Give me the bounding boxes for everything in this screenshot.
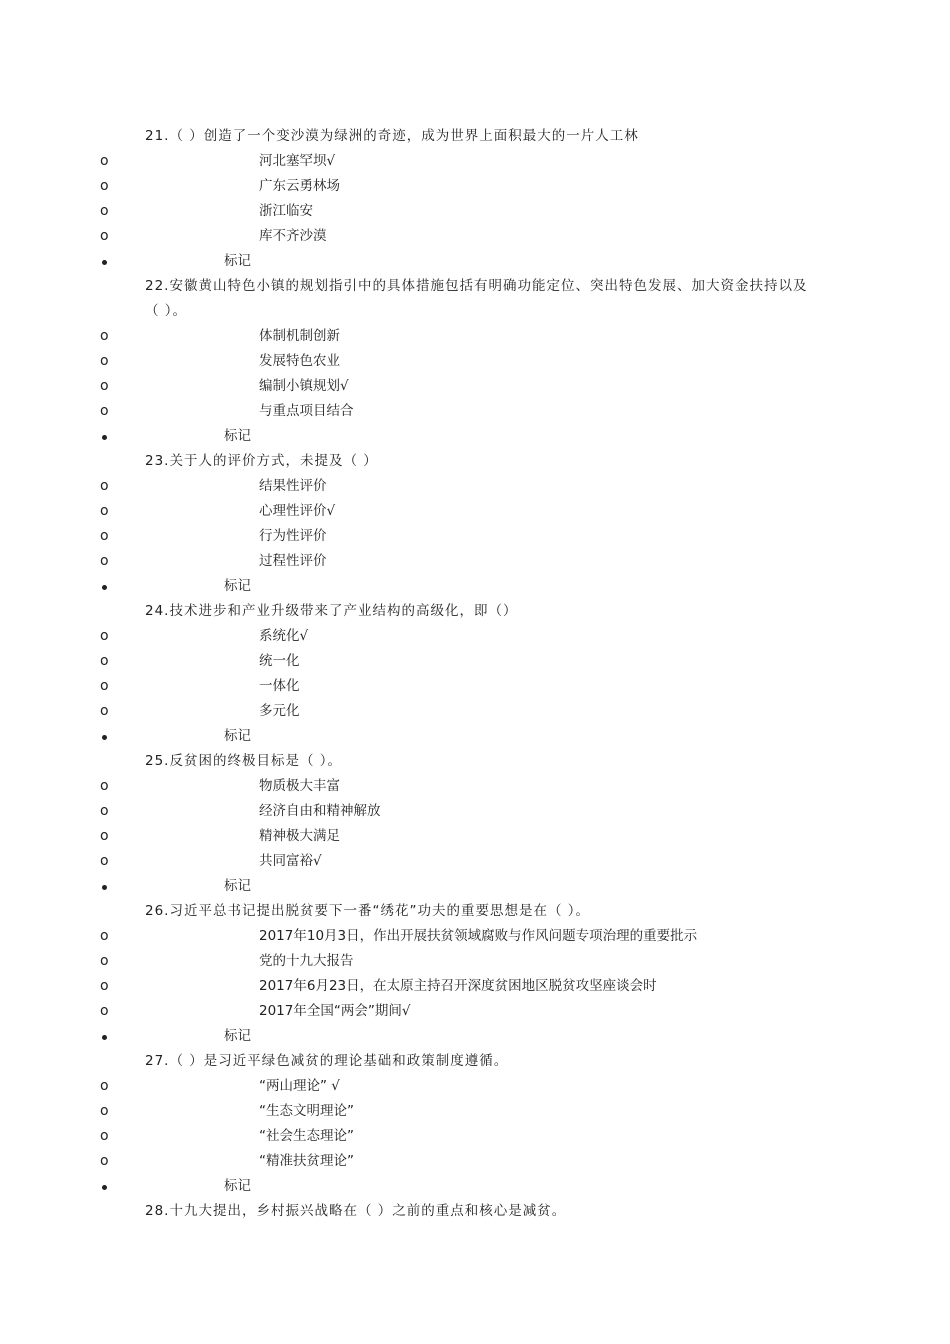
answer-option-text: 精神极大满足 xyxy=(259,828,340,844)
answer-option[interactable] xyxy=(0,1074,950,1099)
circle-bullet-icon: o xyxy=(100,203,109,219)
answer-option[interactable] xyxy=(0,849,950,874)
answer-option[interactable] xyxy=(0,699,950,724)
circle-bullet-icon: o xyxy=(100,1153,109,1169)
circle-bullet-icon: o xyxy=(100,478,109,494)
answer-option-text: 多元化 xyxy=(259,703,300,719)
answer-option-text: 与重点项目结合 xyxy=(259,403,354,419)
circle-bullet-icon: o xyxy=(100,328,109,344)
mark-label: 标记 xyxy=(224,578,251,594)
answer-option-text: 2017年6月23日，在太原主持召开深度贫困地区脱贫攻坚座谈会时 xyxy=(259,978,657,994)
answer-option[interactable] xyxy=(0,549,950,574)
question-item xyxy=(0,899,950,1049)
answer-option[interactable] xyxy=(0,1149,950,1174)
mark-item[interactable] xyxy=(0,1024,950,1049)
answer-option[interactable] xyxy=(0,774,950,799)
answer-option[interactable] xyxy=(0,374,950,399)
answer-option[interactable] xyxy=(0,999,950,1024)
circle-bullet-icon: o xyxy=(100,778,109,794)
circle-bullet-icon: o xyxy=(100,528,109,544)
question-stem: 24.技术进步和产业升级带来了产业结构的高级化，即（） xyxy=(145,603,518,619)
question-stem: 22.安徽黄山特色小镇的规划指引中的具体措施包括有明确功能定位、突出特色发展、加大资金扶持以及（ ）。 xyxy=(145,278,808,319)
answer-option[interactable] xyxy=(0,399,950,424)
mark-item[interactable] xyxy=(0,574,950,599)
circle-bullet-icon: o xyxy=(100,853,109,869)
answer-option-text: 编制小镇规划√ xyxy=(259,378,349,394)
circle-bullet-icon: o xyxy=(100,1128,109,1144)
answer-option-text: 共同富裕√ xyxy=(259,853,322,869)
answer-option-text: 行为性评价 xyxy=(259,528,327,544)
answer-option[interactable] xyxy=(0,224,950,249)
answer-option-text: 体制机制创新 xyxy=(259,328,340,344)
answer-option-text: 一体化 xyxy=(259,678,300,694)
question-stem: 28.十九大提出，乡村振兴战略在（ ）之前的重点和核心是减贫。 xyxy=(145,1203,567,1219)
question-item xyxy=(0,274,950,449)
circle-bullet-icon: o xyxy=(100,228,109,244)
answer-option-text: 统一化 xyxy=(259,653,300,669)
answer-option[interactable] xyxy=(0,474,950,499)
answer-option-text: “精准扶贫理论” xyxy=(259,1153,354,1169)
answer-option-text: 浙江临安 xyxy=(259,203,313,219)
question-stem: 27.（ ）是习近平绿色减贫的理论基础和政策制度遵循。 xyxy=(145,1053,509,1069)
answer-option[interactable] xyxy=(0,674,950,699)
question-item xyxy=(0,1049,950,1199)
circle-bullet-icon: o xyxy=(100,178,109,194)
answer-option-text: 发展特色农业 xyxy=(259,353,340,369)
answer-option-text: 经济自由和精神解放 xyxy=(259,803,381,819)
mark-item[interactable] xyxy=(0,424,950,449)
dot-bullet-icon xyxy=(102,1185,107,1190)
circle-bullet-icon: o xyxy=(100,1003,109,1019)
answer-option[interactable] xyxy=(0,624,950,649)
circle-bullet-icon: o xyxy=(100,628,109,644)
mark-item[interactable] xyxy=(0,1174,950,1199)
circle-bullet-icon: o xyxy=(100,503,109,519)
question-stem: 23.关于人的评价方式，未提及（ ） xyxy=(145,453,378,469)
answer-option[interactable] xyxy=(0,324,950,349)
dot-bullet-icon xyxy=(102,1035,107,1040)
circle-bullet-icon: o xyxy=(100,978,109,994)
mark-label: 标记 xyxy=(224,728,251,744)
question-item xyxy=(0,599,950,749)
circle-bullet-icon: o xyxy=(100,378,109,394)
question-item xyxy=(0,1199,950,1224)
answer-option-text: 2017年10月3日，作出开展扶贫领域腐败与作风问题专项治理的重要批示 xyxy=(259,928,698,944)
answer-option[interactable] xyxy=(0,949,950,974)
answer-option[interactable] xyxy=(0,1124,950,1149)
answer-option-text: 2017年全国“两会”期间√ xyxy=(259,1003,411,1019)
circle-bullet-icon: o xyxy=(100,828,109,844)
answer-option[interactable] xyxy=(0,824,950,849)
circle-bullet-icon: o xyxy=(100,678,109,694)
circle-bullet-icon: o xyxy=(100,553,109,569)
answer-option[interactable] xyxy=(0,149,950,174)
answer-option-text: “生态文明理论” xyxy=(259,1103,354,1119)
mark-label: 标记 xyxy=(224,878,251,894)
mark-item[interactable] xyxy=(0,874,950,899)
dot-bullet-icon xyxy=(102,585,107,590)
circle-bullet-icon: o xyxy=(100,1078,109,1094)
circle-bullet-icon: o xyxy=(100,928,109,944)
answer-option[interactable] xyxy=(0,649,950,674)
answer-option[interactable] xyxy=(0,924,950,949)
answer-option-text: 党的十九大报告 xyxy=(259,953,354,969)
answer-option[interactable] xyxy=(0,499,950,524)
answer-option-text: 广东云勇林场 xyxy=(259,178,340,194)
answer-option[interactable] xyxy=(0,199,950,224)
answer-option-text: 过程性评价 xyxy=(259,553,327,569)
answer-option-text: 河北塞罕坝√ xyxy=(259,153,336,169)
question-stem: 21.（ ）创造了一个变沙漠为绿洲的奇迹，成为世界上面积最大的一片人工林 xyxy=(145,128,639,144)
question-stem: 25.反贫困的终极目标是（ ）。 xyxy=(145,753,343,769)
question-item xyxy=(0,124,950,274)
answer-option-text: 结果性评价 xyxy=(259,478,327,494)
circle-bullet-icon: o xyxy=(100,403,109,419)
circle-bullet-icon: o xyxy=(100,703,109,719)
dot-bullet-icon xyxy=(102,885,107,890)
answer-option[interactable] xyxy=(0,174,950,199)
mark-label: 标记 xyxy=(224,1028,251,1044)
answer-option[interactable] xyxy=(0,799,950,824)
question-list xyxy=(0,124,950,1224)
question-item xyxy=(0,749,950,899)
answer-option[interactable] xyxy=(0,524,950,549)
answer-option-text: 物质极大丰富 xyxy=(259,778,340,794)
mark-label: 标记 xyxy=(224,428,251,444)
mark-item[interactable] xyxy=(0,724,950,749)
answer-option-text: “两山理论” √ xyxy=(259,1078,340,1094)
answer-option-text: “社会生态理论” xyxy=(259,1128,354,1144)
mark-label: 标记 xyxy=(224,1178,251,1194)
circle-bullet-icon: o xyxy=(100,653,109,669)
answer-option[interactable] xyxy=(0,974,950,999)
circle-bullet-icon: o xyxy=(100,353,109,369)
circle-bullet-icon: o xyxy=(100,1103,109,1119)
answer-option[interactable] xyxy=(0,1099,950,1124)
circle-bullet-icon: o xyxy=(100,803,109,819)
dot-bullet-icon xyxy=(102,735,107,740)
dot-bullet-icon xyxy=(102,260,107,265)
question-item xyxy=(0,449,950,599)
dot-bullet-icon xyxy=(102,435,107,440)
circle-bullet-icon: o xyxy=(100,953,109,969)
mark-item[interactable] xyxy=(0,249,950,274)
answer-option-text: 系统化√ xyxy=(259,628,309,644)
circle-bullet-icon: o xyxy=(100,153,109,169)
question-stem: 26.习近平总书记提出脱贫要下一番“绣花”功夫的重要思想是在（ ）。 xyxy=(145,903,590,919)
answer-option-text: 库不齐沙漠 xyxy=(259,228,327,244)
mark-label: 标记 xyxy=(224,253,251,269)
answer-option[interactable] xyxy=(0,349,950,374)
answer-option-text: 心理性评价√ xyxy=(259,503,336,519)
